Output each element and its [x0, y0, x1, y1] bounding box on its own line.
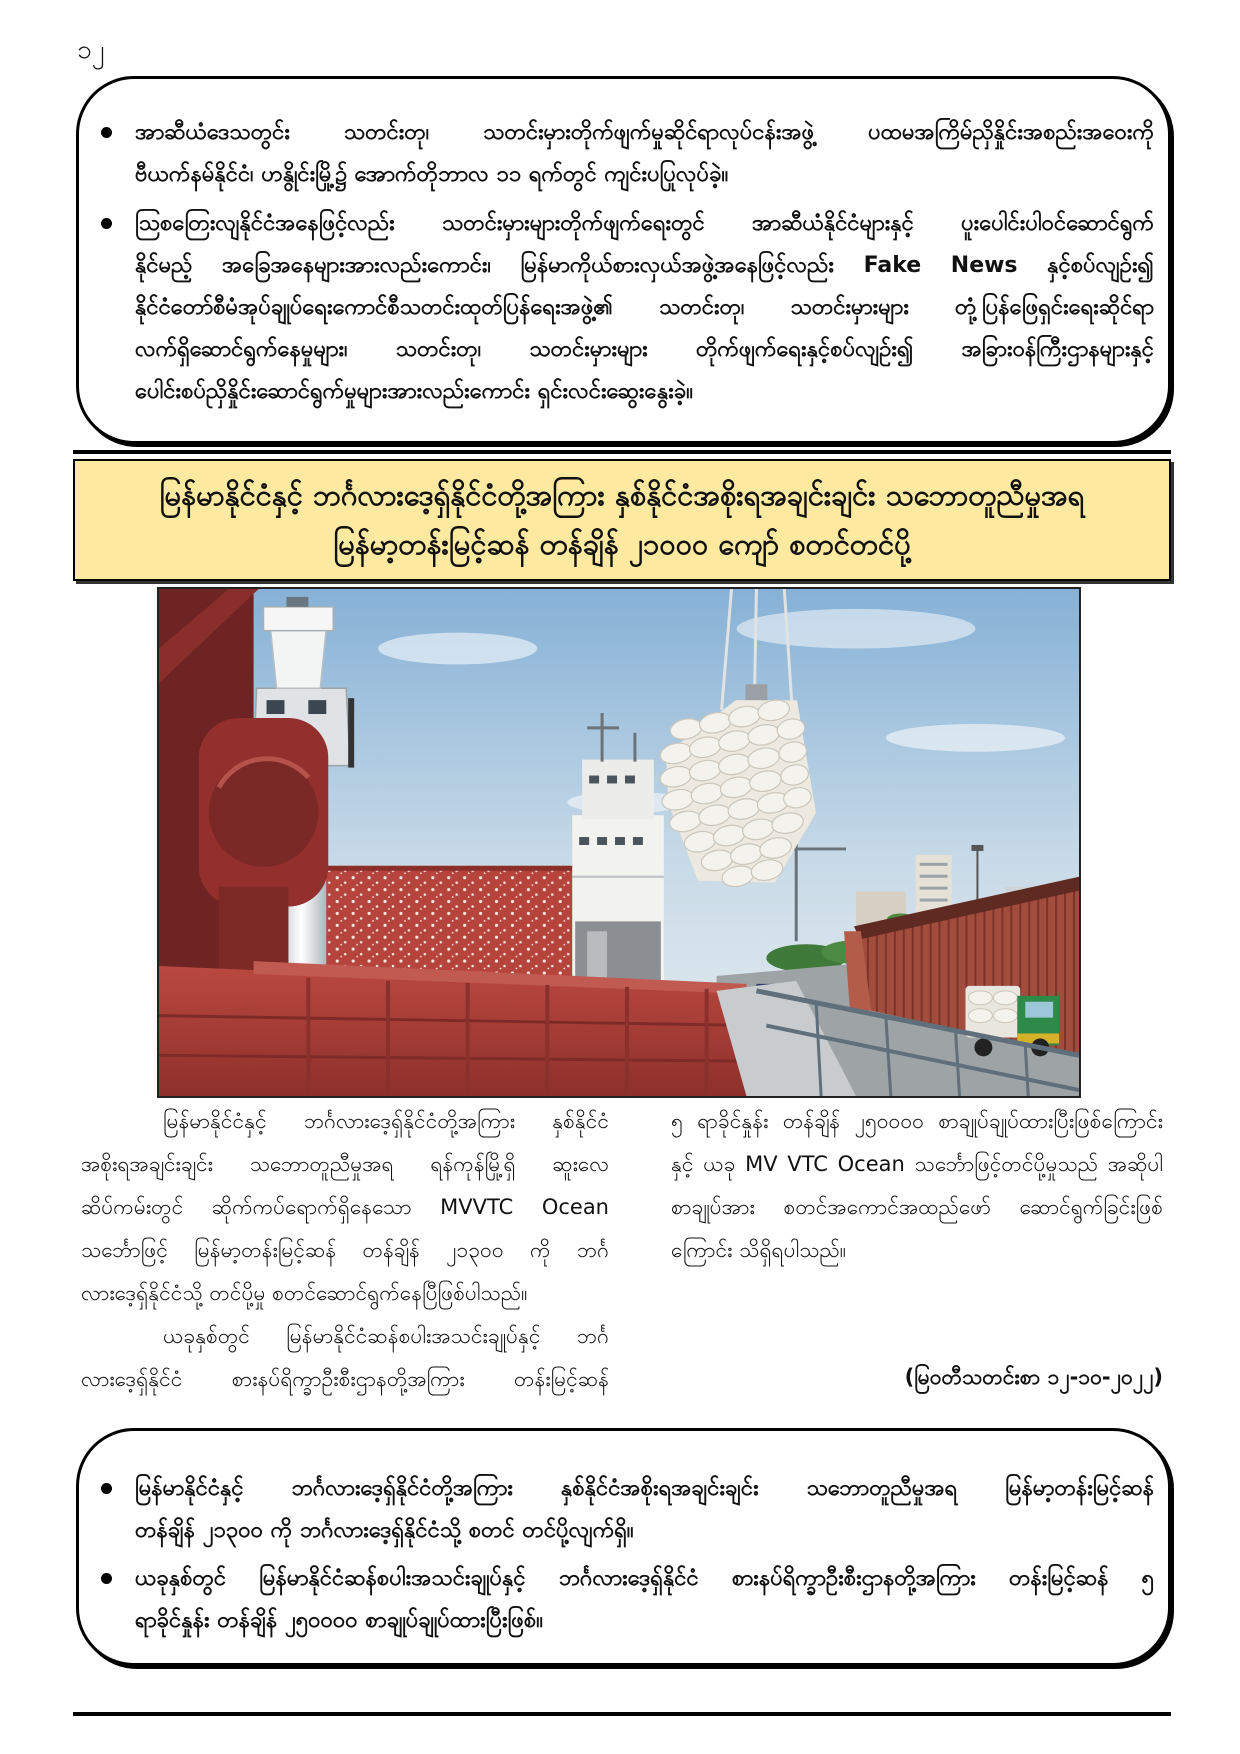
bullet-line: ရာခိုင်နှုန်း တန်ချိန် ၂၅၀၀၀၀ စာချုပ်ချုပ်ထားပြီးဖြစ်။	[135, 1608, 543, 1633]
bullet-dot-icon	[101, 1483, 112, 1494]
summary-box-bottom	[76, 1428, 1171, 1666]
body-line: ယခုနှစ်တွင် မြန်မာနိုင်ငံဆန်စပါးအသင်းချုပ်နှင့် ဘင်္ဂ	[163, 1324, 609, 1348]
bullet-line: နိုင်မည့် အခြေအနေများအားလည်းကောင်း၊ မြန်မာကိုယ်စားလှယ်အဖွဲ့အနေဖြင့်လည်း Fake News နှင့်စပ်လျဉ်း၍	[135, 253, 1154, 278]
bullet-dot-icon	[101, 127, 112, 138]
page-number: ၁၂	[77, 35, 105, 65]
headline-box	[73, 459, 1171, 581]
summary-bullet	[135, 203, 1154, 413]
body-line: ကြောင်း သိရှိရပါသည်။	[671, 1238, 847, 1262]
bullet-line: ဗီယက်နမ်နိုင်ငံ၊ ဟနွိုင်းမြို့၌ အောက်တိုဘာလ ၁၁ ရက်တွင် ကျင်းပပြုလုပ်ခဲ့။	[135, 162, 729, 187]
source-citation: (မြဝတီသတင်းစာ ၁၂-၁၀-၂၀၂၂)	[904, 1365, 1163, 1389]
body-line: ၅ ရာခိုင်နှုန်း တန်ချိန် ၂၅၀၀၀၀ စာချုပ်ချုပ်ထားပြီးဖြစ်ကြောင်း	[671, 1109, 1163, 1133]
body-line: စာချုပ်အား စတင်အကောင်အထည်ဖော် ဆောင်ရွက်ခြင်းဖြစ်	[671, 1195, 1163, 1219]
article-column-left	[81, 1100, 609, 1401]
summary-bullet	[135, 1468, 1154, 1552]
bullet-line: နိုင်ငံတော်စီမံအုပ်ချုပ်ရေးကောင်စီသတင်းထုတ်ပြန်ရေးအဖွဲ့၏ သတင်းတု၊ သတင်းမှားများ တုံ့ပြန်ဖြေရှင်းရေးဆိုင်ရာ	[135, 295, 1154, 320]
bullet-line: အာဆီယံဒေသတွင်း သတင်းတု၊ သတင်းမှားတိုက်ဖျက်မှုဆိုင်ရာလုပ်ငန်းအဖွဲ့ ပထမအကြိမ်ညှိနှိုင်းအစည်းအဝေးကို	[135, 120, 1154, 145]
body-line: ဆိပ်ကမ်းတွင် ဆိုက်ကပ်ရောက်ရှိနေသော MVVTC Ocean	[81, 1195, 609, 1219]
body-line: အစိုးရအချင်းချင်း သဘောတူညီမှုအရ ရန်ကုန်မြို့ရှိ ဆူးလေ	[81, 1152, 609, 1176]
bullet-line: လက်ရှိဆောင်ရွက်နေမှုများ၊ သတင်းတု၊ သတင်းမှားများ တိုက်ဖျက်ရေးနှင့်စပ်လျဉ်း၍ အခြားဝန်ကြီးဌာနများနှင့်	[135, 337, 1154, 362]
bullet-line: ယခုနှစ်တွင် မြန်မာနိုင်ငံဆန်စပါးအသင်းချုပ်နှင့် ဘင်္ဂလားဒေ့ရှ်နိုင်ငံ စားနပ်ရိက္ခာဦးစီးဌာနတို့အကြား တန်းမြင့်ဆန် ၅	[135, 1566, 1154, 1591]
body-line: မြန်မာနိုင်ငံနှင့် ဘင်္ဂလားဒေ့ရှ်နိုင်ငံတို့အကြား နှစ်နိုင်ငံ	[163, 1109, 609, 1133]
summary-bullet	[135, 112, 1154, 196]
news-photo	[157, 587, 1081, 1098]
body-line: လားဒေ့ရှ်နိုင်ငံသို့ တင်ပို့မှု စတင်ဆောင်ရွက်နေပြီဖြစ်ပါသည်။	[81, 1281, 528, 1305]
cargo-hold-wall	[287, 866, 586, 977]
bullet-line: ပေါင်းစပ်ညှိနှိုင်းဆောင်ရွက်မှုများအားလည်းကောင်း ရှင်းလင်းဆွေးနွေးခဲ့။	[135, 379, 693, 404]
summary-box-top	[76, 76, 1171, 444]
body-line: သင်္ဘောဖြင့် မြန်မာ့တန်းမြင့်ဆန် တန်ချိန် ၂၁၃၀၀ ကို ဘင်္ဂ	[81, 1238, 609, 1262]
bullet-line: တန်ချိန် ၂၁၃၀၀ ကို ဘင်္ဂလားဒေ့ရှ်နိုင်ငံသို့ စတင် တင်ပို့လျက်ရှိ။	[135, 1518, 634, 1543]
bullet-dot-icon	[101, 1573, 112, 1584]
bullet-line: ဩစတြေးလျနိုင်ငံအနေဖြင့်လည်း သတင်းမှားများတိုက်ဖျက်ရေးတွင် အာဆီယံနိုင်ငံများနှင့် ပူးပေါင်းပါဝင်ဆောင်ရွက်	[135, 211, 1154, 236]
ship-hull	[159, 961, 756, 1096]
headline-line: မြန်မာနိုင်ငံနှင့် ဘင်္ဂလားဒေ့ရှ်နိုင်ငံတို့အကြား နှစ်နိုင်ငံအစိုးရအချင်းချင်း သဘောတူညီမှုအရ	[159, 478, 1085, 512]
article-column-right	[671, 1100, 1163, 1272]
body-line: လားဒေ့ရှ်နိုင်ငံ စားနပ်ရိက္ခာဦးစီးဌာနတို့အကြား တန်းမြင့်ဆန်	[81, 1367, 609, 1391]
summary-bullet	[135, 1558, 1154, 1642]
bullet-dot-icon	[101, 218, 112, 229]
section-divider	[73, 450, 1171, 454]
body-line: နှင့် ယခု MV VTC Ocean သင်္ဘောဖြင့်တင်ပို့မှုသည် အဆိုပါ	[671, 1152, 1163, 1176]
footer-rule	[73, 1712, 1171, 1716]
headline-line: မြန်မာ့တန်းမြင့်ဆန် တန်ချိန် ၂၁၀၀၀ ကျော် စတင်တင်ပို့	[333, 527, 911, 561]
ship-loading-photo	[159, 589, 1079, 1096]
bullet-line: မြန်မာနိုင်ငံနှင့် ဘင်္ဂလားဒေ့ရှ်နိုင်ငံတို့အကြား နှစ်နိုင်ငံအစိုးရအချင်းချင်း သဘောတူညီမှုအရ မြန်မာ့တန်းမြင့်ဆန်	[135, 1476, 1154, 1501]
